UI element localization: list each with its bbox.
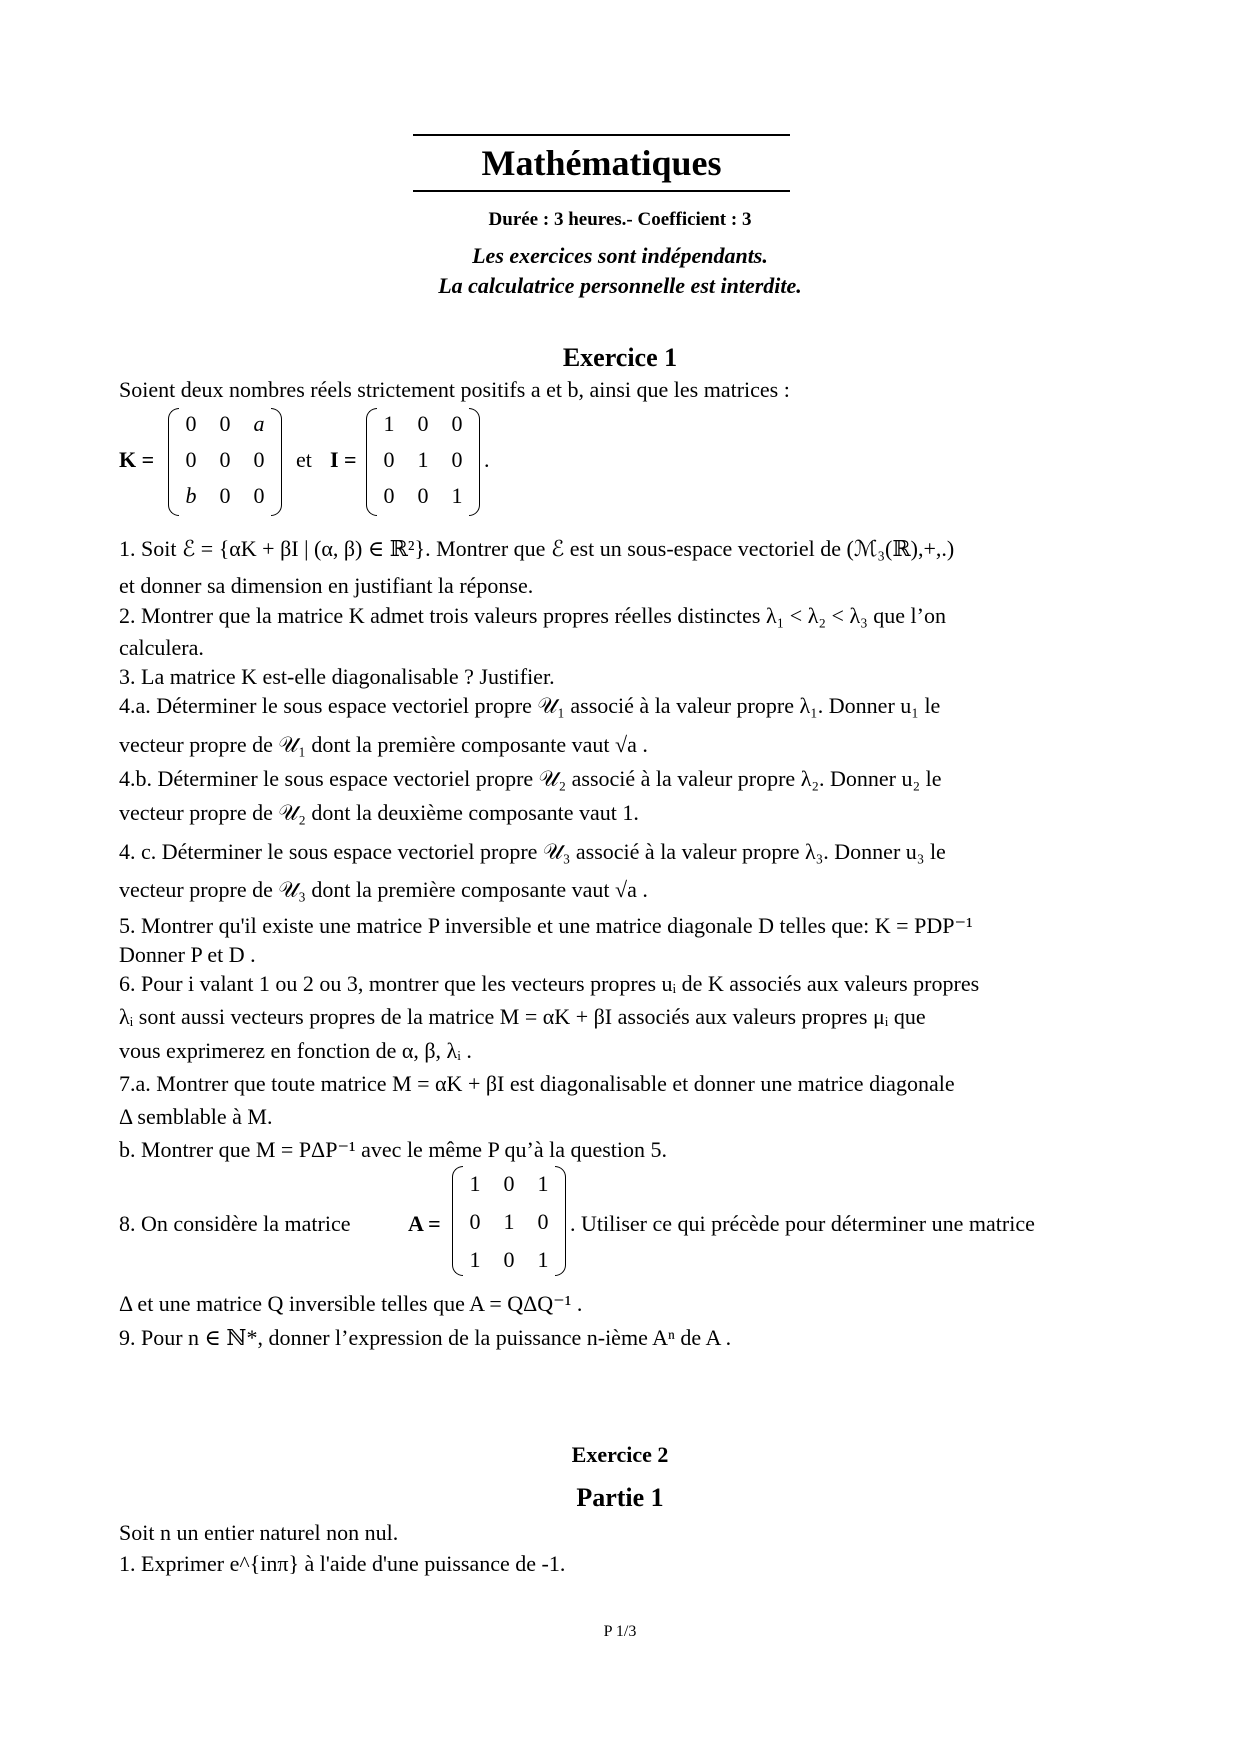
question-5-line-2: Donner P et D . (119, 942, 256, 967)
question-5-line-1: 5. Montrer qu'il existe une matrice P inversible et une matrice diagonale D telles que: K = PDP⁻¹ (119, 913, 973, 938)
exam-note-1: Les exercices sont indépendants. (472, 243, 768, 268)
matrix-k (168, 408, 282, 516)
matrix-k-cell: 0 (219, 411, 231, 436)
question-6-line-1: 6. Pour i valant 1 ou 2 ou 3, montrer que les vecteurs propres uᵢ de K associés aux valeurs propres (119, 971, 980, 996)
matrix-a-cell: 1 (537, 1171, 549, 1196)
matrix-period: . (484, 447, 490, 472)
exercise-2-intro: Soit n un entier naturel non nul. (119, 1520, 399, 1545)
question-2-line-1: 2. Montrer que la matrice K admet trois valeurs propres réelles distinctes λ₁ < λ₂ < λ₃ que l’on (119, 603, 946, 628)
matrix-a-cell: 0 (503, 1171, 515, 1196)
matrix-a-cell: 0 (503, 1247, 515, 1272)
question-1-line-1: 1. Soit ℰ = {αK + βI | (α, β) ∈ ℝ²}. Montrer que ℰ est un sous-espace vectoriel de (ℳ₃(ℝ),+,.) (119, 536, 955, 561)
question-2-line-2: calculera. (119, 635, 204, 660)
exam-duration: Durée : 3 heures.- Coefficient : 3 (488, 209, 752, 230)
question-3: 3. La matrice K est-elle diagonalisable ? Justifier. (119, 664, 555, 689)
question-4b-line-1: 4.b. Déterminer le sous espace vectoriel propre 𝒰₂ associé à la valeur propre λ₂. Donner u₂ le (119, 766, 942, 791)
matrix-i (366, 408, 480, 516)
matrix-k-cell: 0 (185, 447, 197, 472)
exercise-1-heading: Exercice 1 (562, 343, 678, 372)
matrix-i-cell: 0 (383, 483, 395, 508)
matrix-k-cell: 0 (253, 447, 265, 472)
matrix-k-cell: 0 (219, 447, 231, 472)
exercise-2-heading: Exercice 2 (571, 1442, 669, 1467)
matrix-a-cell: 1 (537, 1247, 549, 1272)
question-9: 9. Pour n ∈ ℕ*, donner l’expression de la puissance n-ième Aⁿ de A . (119, 1325, 732, 1350)
matrix-k-cell: 0 (253, 483, 265, 508)
question-4b-line-2: vecteur propre de 𝒰₂ dont la deuxième composante vaut 1. (119, 800, 639, 825)
question-8-line-2: Δ et une matrice Q inversible telles que A = QΔQ⁻¹ . (119, 1291, 583, 1316)
matrix-a-cell: 1 (469, 1247, 481, 1272)
matrix-a-cell: 0 (537, 1209, 549, 1234)
matrix-i-cell: 0 (383, 447, 395, 472)
connector-et: et (296, 447, 312, 472)
matrix-k-cell: a (253, 411, 265, 436)
question-7a-line-2: Δ semblable à M. (119, 1104, 273, 1129)
matrix-a (452, 1166, 566, 1276)
matrix-k-cell: 0 (185, 411, 197, 436)
exercise-2-question-1: 1. Exprimer e^{inπ} à l'aide d'une puissance de -1. (119, 1551, 566, 1576)
matrix-a-cell: 1 (469, 1171, 481, 1196)
matrix-i-label: I = (330, 447, 357, 472)
question-8-right: . Utiliser ce qui précède pour déterminer une matrice (570, 1211, 1035, 1236)
matrix-i-cell: 0 (417, 411, 429, 436)
question-4a-line-2: vecteur propre de 𝒰₁ dont la première composante vaut √a . (119, 732, 648, 757)
question-6-line-3: vous exprimerez en fonction de α, β, λᵢ . (119, 1038, 472, 1063)
title-rule-top (413, 134, 790, 136)
matrix-i-cell: 1 (417, 447, 429, 472)
question-4c-line-2: vecteur propre de 𝒰₃ dont la première composante vaut √a . (119, 877, 648, 902)
question-4a-line-1: 4.a. Déterminer le sous espace vectoriel propre 𝒰₁ associé à la valeur propre λ₁. Donner u₁ le (119, 693, 941, 718)
page-number: P 1/3 (603, 1623, 637, 1640)
exercise-2-part-heading: Partie 1 (576, 1483, 664, 1512)
matrix-a-cell: 0 (469, 1209, 481, 1234)
question-7b: b. Montrer que M = PΔP⁻¹ avec le même P qu’à la question 5. (119, 1137, 668, 1162)
matrix-k-cell: b (185, 483, 197, 508)
question-4c-line-1: 4. c. Déterminer le sous espace vectoriel propre 𝒰₃ associé à la valeur propre λ₃. Donner u₃ le (119, 839, 946, 864)
title-block (413, 134, 790, 192)
matrix-i-cell: 0 (451, 411, 463, 436)
page-title: Mathématiques (481, 143, 722, 183)
matrix-k-cell: 0 (219, 483, 231, 508)
question-8-left: 8. On considère la matrice (119, 1211, 351, 1236)
matrix-a-label: A = (408, 1211, 441, 1236)
matrix-i-cell: 1 (383, 411, 395, 436)
exam-note-2: La calculatrice personnelle est interdite. (438, 273, 802, 298)
question-6-line-2: λᵢ sont aussi vecteurs propres de la matrice M = αK + βI associés aux valeurs propres μᵢ que (119, 1004, 926, 1029)
matrix-i-cell: 1 (451, 483, 463, 508)
matrix-k-label: K = (119, 447, 155, 472)
question-7a-line-1: 7.a. Montrer que toute matrice M = αK + βI est diagonalisable et donner une matrice diagonale (119, 1071, 955, 1096)
title-rule-bottom (413, 190, 790, 192)
matrix-i-cell: 0 (417, 483, 429, 508)
matrix-a-cell: 1 (503, 1209, 515, 1234)
matrix-i-cell: 0 (451, 447, 463, 472)
exercise-1-intro: Soient deux nombres réels strictement positifs a et b, ainsi que les matrices : (119, 377, 790, 402)
question-1-line-2: et donner sa dimension en justifiant la réponse. (119, 573, 534, 598)
